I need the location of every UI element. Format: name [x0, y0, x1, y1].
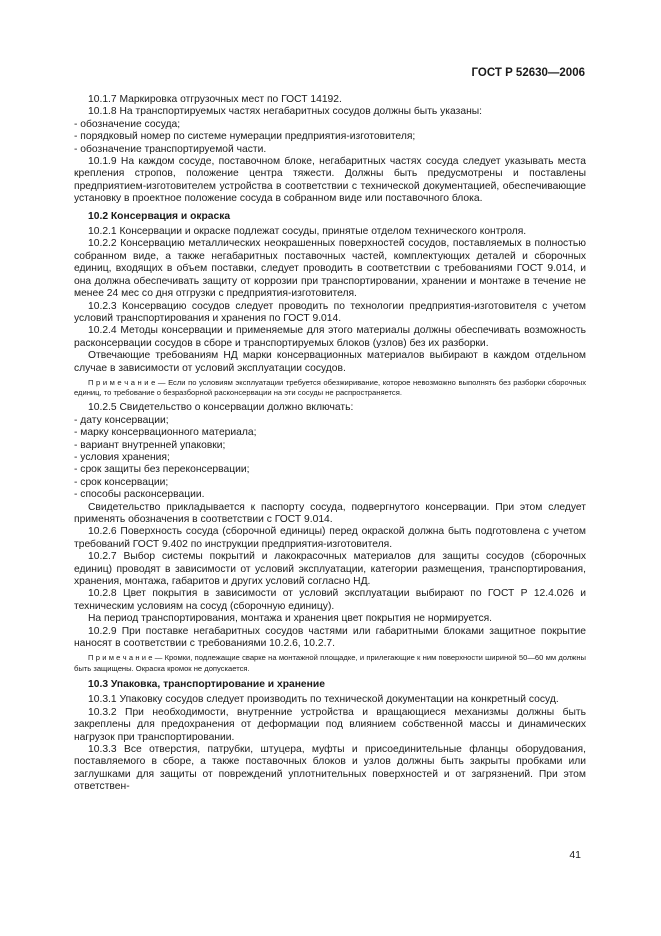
list-item: - обозначение сосуда; [74, 118, 181, 130]
para-10-2-8: 10.2.8 Цвет покрытия в зависимости от условий эксплуатации выбирают по ГОСТ Р 12.4.026 и техническим условиям на сосуд (сборочную единицу). [74, 588, 586, 612]
list-item: - обозначение транспортируемой части. [74, 143, 267, 155]
page-number: 41 [569, 849, 581, 861]
para-10-2-1: 10.2.1 Консервации и окраске подлежат сосуды, принятые отделом технического контроля. [88, 226, 527, 238]
list-item: - вариант внутренней упаковки; [74, 439, 226, 451]
note: П р и м е ч а н и е — Кромки, подлежащие сварке на монтажной площадке, и прилегающие к ним поверхности шириной 50—60 мм должны быть защищены. Окраска кромок не допускается. [74, 653, 586, 673]
para-10-2-2: 10.2.2 Консервацию металлических неокрашенных поверхностей сосудов, поставляемых в полностью собранном виде, а также негабаритных поставочных частей, комплектующих деталей и сборочных единиц, входящих в объем поставки, следует проводить в соответствии с требованиями ГОСТ 9.014, и она должна обеспечивать защиту от коррозии при транспортировании, хранении и монтаже в течение не менее 24 мес со дня отгрузки с предприятия-изготовителя. [74, 238, 586, 300]
para-10-2-4: 10.2.4 Методы консервации и применяемые для этого материалы должны обеспечивать возможность расконсервации сосудов в сборе и транспортируемых блоков (узлов) без их разборки. [74, 325, 586, 349]
para-10-2-9: 10.2.9 При поставке негабаритных сосудов частями или габаритными блоками защитное покрытие наносят в соответствии с требованиями 10.2.6, 10.2.7. [74, 625, 586, 650]
list-item: - порядковый номер по системе нумерации предприятия-изготовителя; [74, 131, 416, 143]
paragraph: Отвечающие требованиям НД марки консервационных материалов выбирают в каждом отдельном случае в зависимости от условий эксплуатации сосудов. [74, 350, 586, 374]
list-item: - способы расконсервации. [74, 489, 205, 501]
section-heading-10-3: 10.3 Упаковка, транспортирование и хранение [88, 678, 325, 690]
para-10-3-2: 10.3.2 При необходимости, внутренние устройства и вращающиеся механизмы должны быть закреплены для предохранения от деформации под влиянием собственной массы и динамических нагрузок при транспортировании. [74, 706, 586, 743]
list-item: - дату консервации; [74, 414, 169, 426]
section-heading-10-2: 10.2 Консервация и окраска [88, 210, 231, 222]
note: П р и м е ч а н и е — Если по условиям эксплуатации требуется обезжиривание, которое невозможно выполнять без разборки сборочных единиц, то требование о безразборной расконсервации на эти сосуды не распространяется. [74, 377, 586, 398]
para-10-3-3: 10.3.3 Все отверстия, патрубки, штуцера, муфты и присоединительные фланцы оборудования, поставляемого в сборе, а также поставочных блоков и узлов должны быть закрыты пробками или заглушками для защиты от повреждений уплотнительных поверхностей и от загрязнений. При этом ответствен- [74, 743, 586, 793]
para-10-1-7: 10.1.7 Маркировка отгрузочных мест по ГОСТ 14192. [88, 94, 342, 105]
para-10-1-8: 10.1.8 На транспортируемых частях негабаритных сосудов должны быть указаны: [88, 106, 483, 118]
list-item: - марку консервационного материала; [74, 427, 257, 439]
document-header: ГОСТ Р 52630—2006 [471, 67, 585, 79]
paragraph: На период транспортирования, монтажа и хранения цвет покрытия не нормируется. [88, 613, 493, 625]
para-10-2-3: 10.2.3 Консервацию сосудов следует проводить по технологии предприятия-изготовителя с учетом условий транспортирования и хранения по ГОСТ 9.014. [74, 300, 586, 324]
para-10-2-7: 10.2.7 Выбор системы покрытий и лакокрасочных материалов для защиты сосудов (сборочных единиц) проводят в зависимости от условий эксплуатации, категории размещения, транспортирования, хранения, монтажа, габаритов и других условий согласно НД. [74, 551, 586, 588]
list-item: - срок консервации; [74, 476, 169, 488]
para-10-2-5: 10.2.5 Свидетельство о консервации должно включать: [88, 402, 354, 414]
para-10-3-1: 10.3.1 Упаковку сосудов следует производить по технической документации на конкретный сосуд. [88, 694, 559, 706]
list-item: - срок защиты без переконсервации; [74, 464, 250, 476]
paragraph: Свидетельство прикладывается к паспорту сосуда, подвергнутого консервации. При этом следует применять обозначения в соответствии с ГОСТ 9.014. [74, 501, 586, 525]
para-10-2-6: 10.2.6 Поверхность сосуда (сборочной единицы) перед окраской должна быть подготовлена с учетом требований ГОСТ 9.402 по инструкции предприятия-изготовителя. [74, 526, 586, 550]
list-item: - условия хранения; [74, 451, 170, 463]
para-10-1-9: 10.1.9 На каждом сосуде, поставочном блоке, негабаритных частях сосуда следует указывать места крепления стропов, положение центра тяжести. Должны быть предусмотрены и поставлены предприятием-изготовителем устройства в соответствии с технической документацией, обеспечивающие установку в проектное положение сосуда в собранном виде или поставочного блока. [74, 156, 586, 205]
document-body [74, 94, 586, 794]
